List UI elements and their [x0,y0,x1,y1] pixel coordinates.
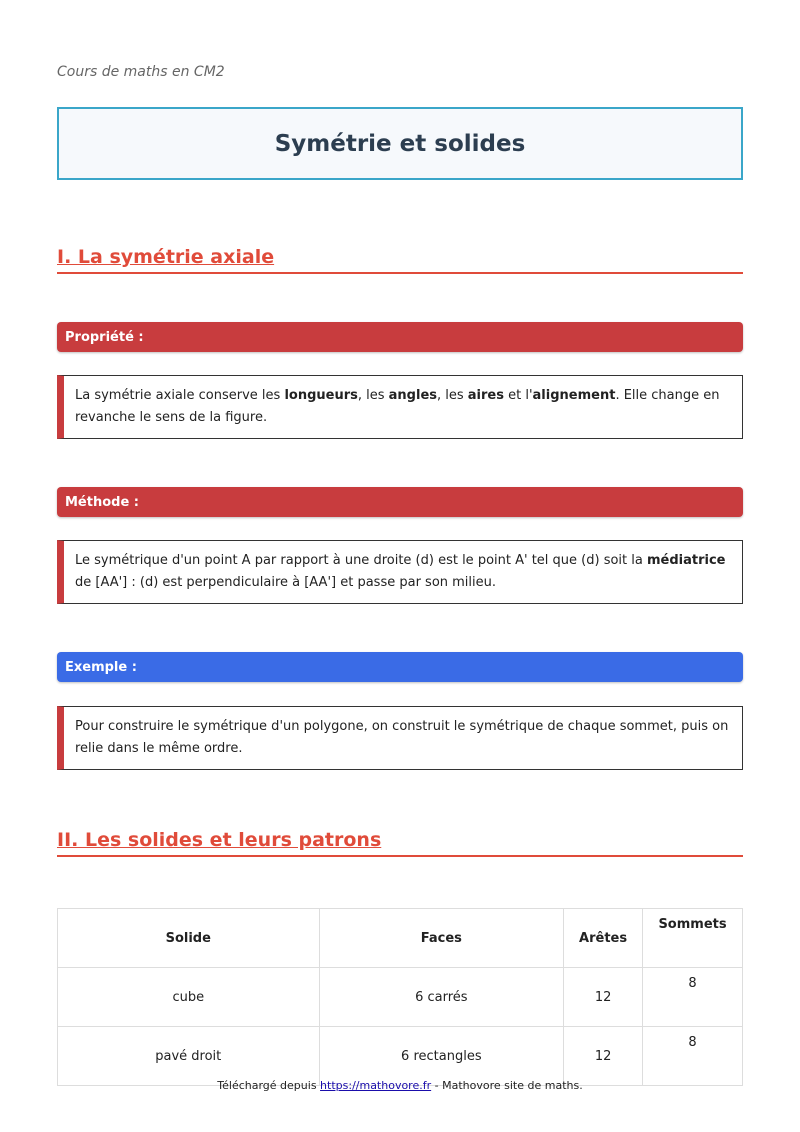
methode-text: de [AA'] : (d) est perpendiculaire à [AA'] et passe par son milieu. [75,575,497,590]
section-title-text: II. Les solides et leurs patrons [57,829,382,851]
footer-prefix: Téléchargé depuis [217,1079,321,1092]
propriete-text: La symétrie axiale conserve les [75,388,285,403]
cell-solide: cube [58,968,320,1027]
keyword-alignement: alignement [532,388,616,403]
table-row [58,1027,743,1086]
cell-faces: 6 rectangles [319,1027,564,1086]
keyword-longueurs: longueurs [284,388,358,403]
propriete-text: , les [357,388,389,403]
header-sommets: Sommets [643,909,743,968]
section-title-symetrie [57,246,743,274]
exemple-text: Pour construire le symétrique d'un polygone, on construit le symétrique de chaque sommet, puis on relie dans le même ordre. [75,719,729,756]
table-row [58,968,743,1027]
footer [0,1079,800,1092]
footer-suffix: - Mathovore site de maths. [431,1079,583,1092]
title-box [57,107,743,180]
keyword-aires: aires [467,388,504,403]
propriete-text: et l' [503,388,533,403]
section-title-solides [57,829,743,857]
keyword-mediatrice: médiatrice [646,553,726,568]
header-faces: Faces [319,909,564,968]
methode-box [57,540,743,604]
propriete-text: . Elle change en revanche le sens de la figure. [75,388,720,425]
methode-text: Le symétrique d'un point A par rapport à une droite (d) est le point A' tel que (d) soit la [75,553,647,568]
cell-aretes: 12 [564,968,643,1027]
cell-aretes: 12 [564,1027,643,1086]
section-title-text: I. La symétrie axiale [57,246,275,268]
footer-link[interactable]: https://mathovore.fr [320,1079,432,1092]
table-header-row [58,909,743,968]
course-header: Cours de maths en CM2 [57,64,225,80]
propriete-band: Propriété : [57,322,743,352]
exemple-band: Exemple : [57,652,743,682]
header-solide: Solide [58,909,320,968]
methode-band: Méthode : [57,487,743,517]
propriete-box [57,375,743,439]
cell-faces: 6 carrés [319,968,564,1027]
header-aretes: Arêtes [564,909,643,968]
cell-solide: pavé droit [58,1027,320,1086]
keyword-angles: angles [388,388,437,403]
exemple-box [57,706,743,770]
cell-sommets: 8 [643,968,743,1027]
solids-table [57,908,743,1086]
cell-sommets: 8 [643,1027,743,1086]
page-title: Symétrie et solides [274,130,526,157]
propriete-text: , les [437,388,468,403]
